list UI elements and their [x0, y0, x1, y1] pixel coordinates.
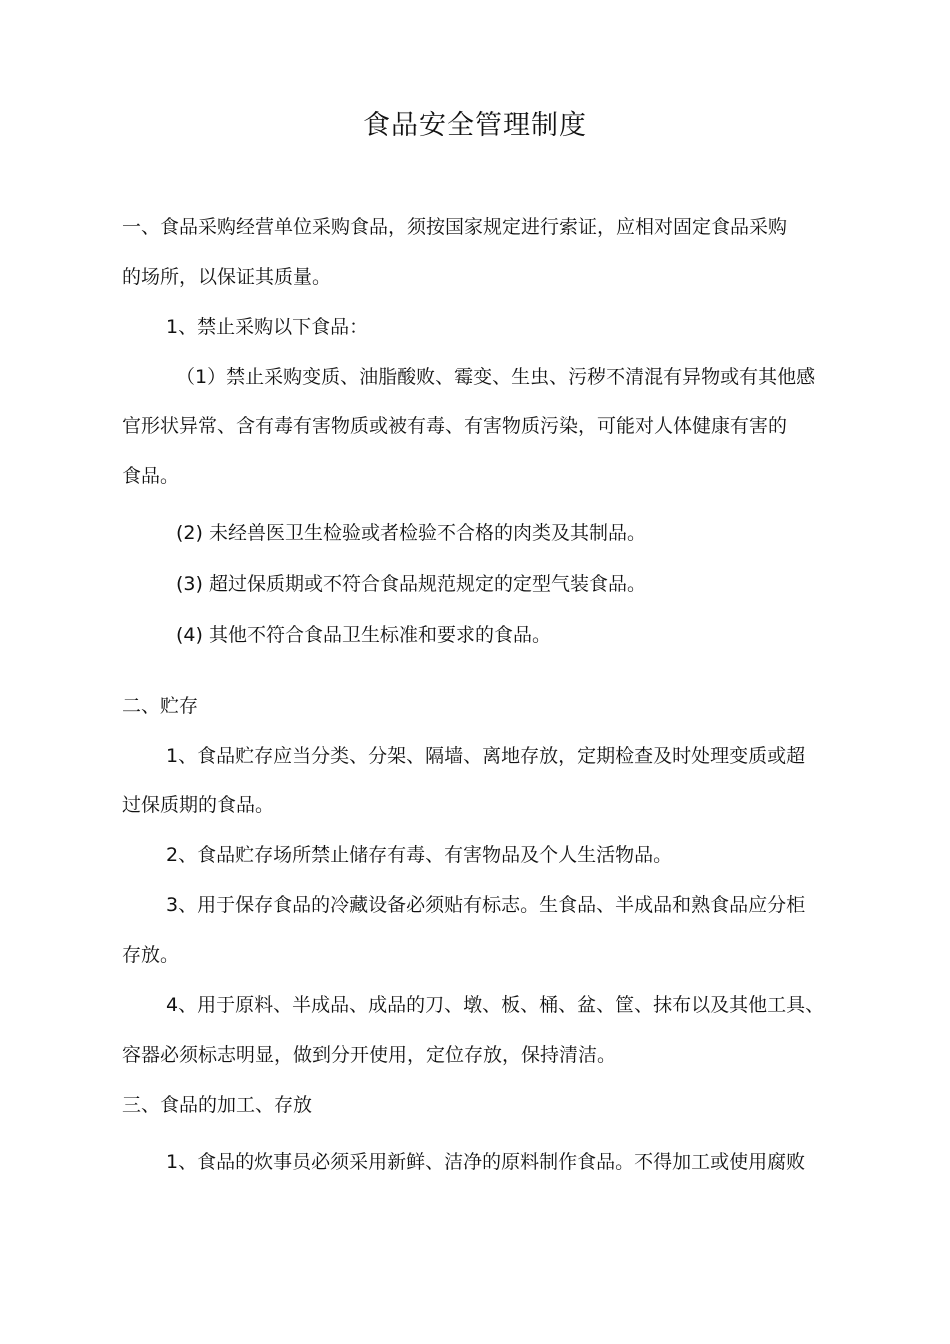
item-2-3-line-1: 3、用于保存食品的冷藏设备必须贴有标志。生食品、半成品和熟食品应分柜 [166, 894, 806, 916]
item-2-1-line-2: 过保质期的食品。 [122, 794, 275, 816]
item-2-3-line-2: 存放。 [122, 944, 180, 966]
item-2-4-line-1: 4、用于原料、半成品、成品的刀、墩、板、桶、盆、筐、抹布以及其他工具、 [166, 994, 825, 1016]
item-2-1-line-1: 1、食品贮存应当分类、分架、隔墙、离地存放，定期检查及时处理变质或超 [166, 745, 806, 767]
section-2-heading: 二、贮存 [122, 695, 199, 717]
subitem-1-line-1: （1）禁止采购变质、油脂酸败、霉变、生虫、污秽不清混有异物或有其他感 [176, 366, 816, 388]
subitem-1-line-3: 食品。 [122, 465, 180, 487]
subitem-2: (2) 未经兽医卫生检验或者检验不合格的肉类及其制品。 [176, 522, 646, 544]
document-title: 食品安全管理制度 [363, 110, 587, 141]
subitem-4: (4) 其他不符合食品卫生标准和要求的食品。 [176, 624, 551, 646]
subitem-3: (3) 超过保质期或不符合食品规范规定的定型气装食品。 [176, 573, 646, 595]
item-1-1-heading: 1、禁止采购以下食品： [166, 316, 369, 338]
item-2-2: 2、食品贮存场所禁止储存有毒、有害物品及个人生活物品。 [166, 844, 673, 866]
section-1-heading-line-2: 的场所，以保证其质量。 [122, 266, 332, 288]
section-3-heading: 三、食品的加工、存放 [122, 1094, 313, 1116]
item-3-1-line-1: 1、食品的炊事员必须采用新鲜、洁净的原料制作食品。不得加工或使用腐败 [166, 1151, 806, 1173]
item-2-4-line-2: 容器必须标志明显，做到分开使用，定位存放，保持清洁。 [122, 1044, 617, 1066]
section-1-heading-line-1: 一、食品采购经营单位采购食品，须按国家规定进行索证，应相对固定食品采购 [122, 216, 788, 238]
subitem-1-line-2: 官形状异常、含有毒有害物质或被有毒、有害物质污染，可能对人体健康有害的 [122, 415, 788, 437]
